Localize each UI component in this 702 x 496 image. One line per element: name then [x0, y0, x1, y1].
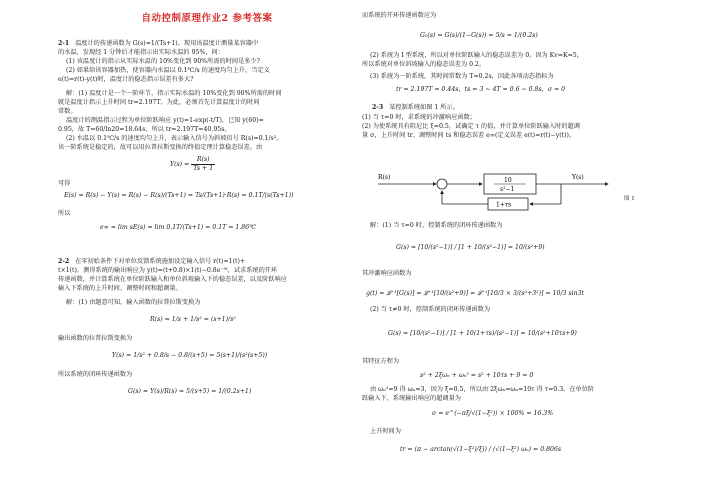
solution-2-1-c: 常数。 — [58, 108, 77, 115]
equation-ys-numerator: R(s) — [191, 156, 215, 165]
block-diagram-svg — [376, 170, 616, 212]
solution-2-1-b: 就是温度计指示上升时间 tr=2.197T。为此，必须首先计算温度计的时间 — [58, 99, 260, 106]
solution-2-3-f: 跃输入下，系统输出响应的超调量为 — [362, 395, 461, 402]
equation-es: E(s) = R(s) − Y(s) = R(s) − R(s)/(Ts+1) = Ts/(Ts+1)·R(s) = 0.1T/(s(Ts+1)) — [64, 192, 294, 199]
solution-2-3-a: 解：(1) 当 τ=0 时，控制系统的闭环传递函数为 — [370, 222, 503, 229]
solution-2-2-a: 解：(1) 由题意可知，输入函数的拉普拉斯变换为 — [66, 299, 201, 306]
equation-rs: R(s) = 1/s + 1/s² = (s+1)/s² — [150, 316, 236, 323]
equation-gs-tau0: G(s) = [10/(s²−1)] / [1 + 10/(s²−1)] = 10/(s²+9) — [396, 244, 545, 251]
equation-g0: G₀(s) = G(s)/(1−G(s)) = 5/s = 1/(0.2s) — [420, 32, 538, 39]
problem-2-3-title: 某控制系统如图 1 所示。 — [389, 104, 459, 111]
equation-gs-closed: G(s) = Y(s)/R(s) = 5/(s+5) = 1/(0.2s+1) — [128, 388, 252, 395]
feedback-block-label: 1+τs — [496, 201, 512, 209]
diagram-input-label: R(s) — [378, 174, 391, 181]
equation-ys-denominator: Ts + 1 — [193, 165, 214, 172]
equation-dynamic-indices: tr = 2.197T = 0.44s，ts = 3 ~ 4T = 0.6 ~ 0.8s，σ = 0 — [396, 86, 566, 93]
solution-2-2-b: 输出函数的拉普拉斯变换为 — [58, 335, 133, 342]
solution-2-3-d: 其特征方程为 — [362, 358, 400, 365]
label-kede: 可得 — [58, 180, 71, 187]
equation-ys2: Y(s) = 1/s² + 0.8/s − 0.8/(s+5) = 5(s+1)/(s²(s+5)) — [112, 352, 268, 359]
block-diagram — [376, 170, 616, 212]
equation-ys — [170, 156, 215, 173]
page-title: 自动控制原理作业2 参考答案 — [141, 13, 273, 24]
equation-impulse: g(t) = 𝓛⁻¹[G(s)] = 𝓛⁻¹[10/(s²+9)] = 𝓛⁻¹[10/3 × 3/(s²+3²)] = 10/3 sin3t — [366, 290, 585, 297]
problem-2-2-line2: t×1(t)，测得系统的输出响应为 y(t)=(t+0.8)×1(t)−0.8e⁻⁵ᵗ，试求系统的开环 — [58, 267, 278, 274]
plant-numerator: 10 — [504, 177, 512, 184]
problem-2-2-line1 — [58, 258, 245, 266]
problem-2-3-q2b: 量 σ，上升时间 tr、调整时间 ts 和稳态误差 e∞(定义误差 e(t)=r(t)−y(t))。 — [362, 132, 576, 139]
solution-2-3-b: 其冲激响应函数为 — [362, 270, 412, 277]
solution-2-1-f: (2) 水温以 0.1℃/s 的速度均匀上升，表示输入信号为斜坡信号 R(s)=0.1/s²。 — [66, 135, 283, 142]
problem-2-3-q1: (1) 当 τ=0 时，求系统的冲激响应函数； — [362, 114, 476, 121]
equation-ys-fraction — [191, 156, 215, 173]
right-text-b: (2) 系统为 I 型系统，所以对单位阶跃输入的稳态误差为 0。因为 Kv=K=5， — [370, 52, 583, 59]
problem-2-3-q2a: (2) 为使系统具有阻尼比 ξ=0.5，试确定 τ 的值，并计算单位阶跃输入时的超调 — [362, 123, 580, 130]
label-suoyi: 所以 — [58, 210, 71, 217]
equation-rise-time: tr = (π − arctan(√(1−ξ²)/ξ)) / (√(1−ξ²) ωₙ) = 0.806s — [400, 446, 562, 453]
diagram-output-label: Y(s) — [572, 174, 584, 181]
problem-2-1-question1: (1) 该温度计的指示从实际水温的 10%变化到 90%所需的时间是多少? — [66, 58, 260, 65]
problem-2-1-line1 — [58, 40, 258, 48]
problem-2-2-text-a: 在零初始条件下对单位反馈系统施加设定输入信号 r(t)=1(t)+ — [75, 258, 246, 265]
problem-2-2-line3: 传递函数，并计算系统在单位阶跃输入和单位斜坡输入下的稳态误差，以及阶跃响应 — [58, 276, 287, 283]
equation-ys-lhs: Y(s) = — [170, 161, 190, 168]
equation-gs-tau: G(s) = [10/(s²−1)] / [1 + 10(1+τs)/(s²−1)] = 10/(s²+10τs+9) — [388, 330, 577, 337]
figure-label: 图 1 — [624, 196, 635, 202]
right-text-c: 所以系统对单位斜坡输入的稳态误差为 0.2。 — [362, 61, 486, 68]
solution-2-3-g: 上升时间为 — [370, 428, 401, 435]
problem-2-1-question2a: (2) 如果给该容器加热，使容器内水温以 0.1℃/s 的速度均匀上升，当定义 — [66, 67, 270, 74]
equation-steady-error: e∞ = lim sE(s) = lim 0.1T/(Ts+1) = 0.1T = 1.86℃ — [100, 224, 257, 231]
solution-2-1-g: 该一阶系统是稳定的，故可以用拉普拉斯变换的终值定理计算稳态误差。由 — [58, 144, 263, 151]
solution-2-2-c: 所以系统的闭环传递函数为 — [58, 371, 133, 378]
solution-2-3-c: (2) 当 τ≠0 时，控制系统的闭环传递函数为 — [370, 306, 491, 313]
problem-2-2-heading: 2-2 — [58, 258, 70, 265]
plant-denominator: s²−1 — [500, 186, 515, 193]
problem-2-1-question2b: e(t)=r(t)-y(t)时，温度计的稳态指示误差有多大? — [58, 76, 194, 83]
problem-2-3-heading: 2-3 — [372, 104, 384, 111]
solution-2-1-a: 解：(1) 温度计是一个一阶环节，指示实际水温的 10%变化到 90%所需的时间 — [66, 90, 282, 97]
solution-2-1-d: 温度计的测温指示过程为单位阶跃响应 y(t)=1-exp(-t/T)，已知 y(60)= — [66, 117, 264, 124]
problem-2-2-line4: 输入下系统的上升时间、调整时间和超调量。 — [58, 285, 182, 292]
right-text-d: (3) 系统为一阶系统，其时间常数为 T=0.2s，因此各项动态指标为 — [370, 73, 554, 80]
solution-2-3-e: 由 ωₙ²=9 得 ωₙ=3，因为 ξ=0.5，所以由 2ξωₙ=ωₙ=10τ 得 τ=0.3。在单位阶 — [370, 386, 595, 393]
problem-2-1-text-a: 温度计的传递函数为 G(s)=1/(Ts+1)。现用该温度计测量某容器中 — [75, 40, 259, 47]
solution-2-1-e: 0.95，故 T=60/ln20=18.64s，所以 tr=2.197T=40.95s。 — [58, 126, 231, 133]
right-text-a: 而系统的开环传递函数应为 — [362, 12, 437, 19]
problem-2-1-line2: 的水温，发现经 1 分钟后才能指示出实际水温的 95%，问： — [58, 49, 224, 56]
problem-2-3-line — [372, 104, 459, 112]
problem-2-1-heading: 2-1 — [58, 40, 70, 47]
equation-overshoot: σ = e^(−πξ/√(1−ξ²)) × 100% = 16.3% — [432, 410, 554, 417]
summing-junction — [437, 179, 447, 189]
equation-characteristic: s² + 2ξωₙ + ωₙ² = s² + 10τs + 9 = 0 — [420, 372, 534, 379]
